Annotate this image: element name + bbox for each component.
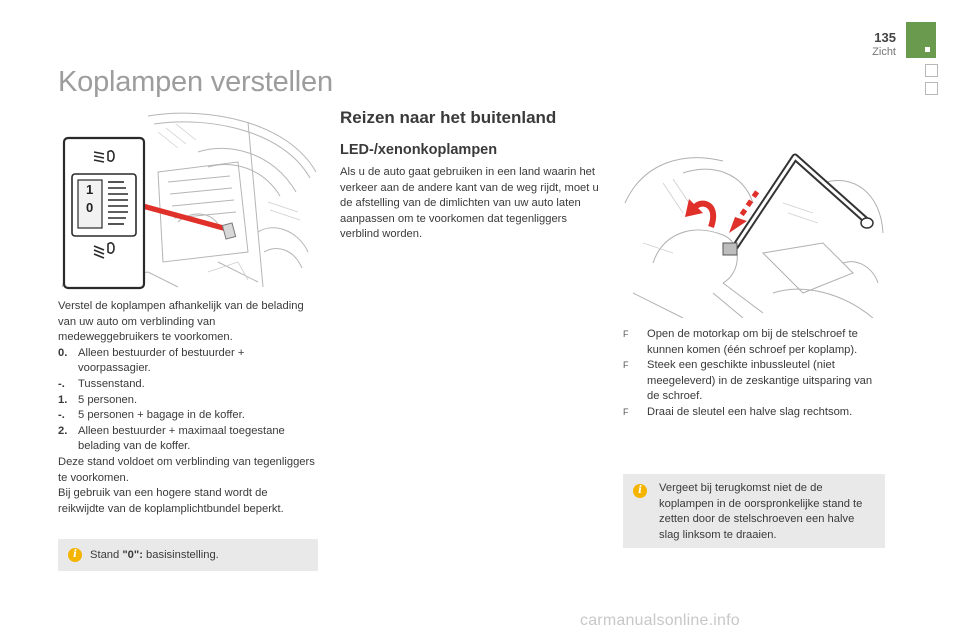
position-key: 1. bbox=[58, 393, 68, 406]
section-heading: Reizen naar het buitenland bbox=[340, 108, 557, 127]
intro-paragraph: Verstel de koplampen afhankelijk van de belading van uw auto om verblinding van medeweggebruikers te voorkomen. bbox=[58, 300, 304, 344]
note-bold: "0": bbox=[122, 549, 143, 561]
info-icon: i bbox=[68, 548, 82, 562]
dial-label-0: 0 bbox=[86, 200, 94, 215]
position-row bbox=[58, 377, 316, 393]
note-return-text: Vergeet bij terugkomst niet de de koplampen in de oorspronkelijke stand te zetten door de stelschroeven een halve slag linksom te draaien. bbox=[659, 482, 863, 541]
subsection-heading: LED-/xenonkoplampen bbox=[340, 142, 498, 158]
middle-paragraph: Als u de auto gaat gebruiken in een land waarin het verkeer aan de andere kant van de weg rijdt, moet u de afstelling van de dimlichten van uw auto laten aanpassen om te voorkomen dat tegenliggers verblind worden. bbox=[340, 166, 599, 241]
section-tab[interactable] bbox=[906, 22, 936, 58]
position-row bbox=[58, 393, 316, 409]
instruction-list bbox=[623, 327, 885, 421]
watermark: carmanualsonline.info bbox=[580, 612, 740, 629]
instruction-text: Steek een geschikte inbussleutel (niet meegeleverd) in de zeskantige uitsparing van de schroef. bbox=[647, 359, 873, 403]
bullet-glyph: F bbox=[623, 406, 629, 417]
note-box-basic bbox=[58, 539, 318, 571]
note-text bbox=[90, 548, 219, 564]
tab-marker bbox=[925, 47, 930, 52]
position-key: 2. bbox=[58, 424, 68, 437]
instruction-text: Open de motorkap om bij de stelschroef te kunnen komen (één schroef per koplamp). bbox=[647, 328, 858, 356]
bullet-glyph: F bbox=[623, 360, 629, 371]
info-icon: i bbox=[633, 484, 647, 498]
left-text-block bbox=[58, 299, 316, 517]
position-key: -. bbox=[58, 409, 65, 422]
position-text: Tussenstand. bbox=[78, 377, 145, 390]
section-label: Zicht bbox=[872, 46, 896, 58]
pointer-arrow bbox=[138, 202, 228, 232]
position-text: Alleen bestuurder + maximaal toegestane belading van de koffer. bbox=[78, 424, 285, 453]
after-paragraph-1: Deze stand voldoet om verblinding van tegenliggers te voorkomen. bbox=[58, 455, 315, 484]
instruction-item bbox=[623, 358, 885, 405]
nav-square-1[interactable] bbox=[925, 64, 938, 77]
note-box-return bbox=[623, 474, 885, 548]
position-text: Alleen bestuurder of bestuurder + voorpassagier. bbox=[78, 346, 245, 375]
after-paragraph-2: Bij gebruik van een hogere stand wordt de reikwijdte van de koplamplichtbundel beperkt. bbox=[58, 487, 284, 515]
position-row bbox=[58, 408, 316, 424]
instruction-item bbox=[623, 327, 885, 358]
position-text: 5 personen. bbox=[78, 393, 138, 406]
page-number: 135 bbox=[874, 30, 896, 45]
position-text: 5 personen + bagage in de koffer. bbox=[78, 409, 245, 422]
note-suffix: basisinstelling. bbox=[142, 549, 219, 561]
instruction-text: Draai de sleutel een halve slag rechtsom. bbox=[647, 405, 853, 418]
nav-square-2[interactable] bbox=[925, 82, 938, 95]
position-row bbox=[58, 424, 316, 455]
engine-bay-illustration bbox=[623, 143, 885, 318]
dashboard-illustration bbox=[58, 112, 318, 290]
page-title: Koplampen verstellen bbox=[58, 66, 333, 98]
dial-label-1: 1 bbox=[86, 182, 94, 197]
position-row bbox=[58, 346, 316, 377]
instruction-item bbox=[623, 405, 885, 421]
note-prefix: Stand bbox=[90, 549, 123, 561]
position-key: 0. bbox=[58, 346, 68, 359]
position-key: -. bbox=[58, 377, 65, 390]
bullet-glyph: F bbox=[623, 329, 629, 339]
